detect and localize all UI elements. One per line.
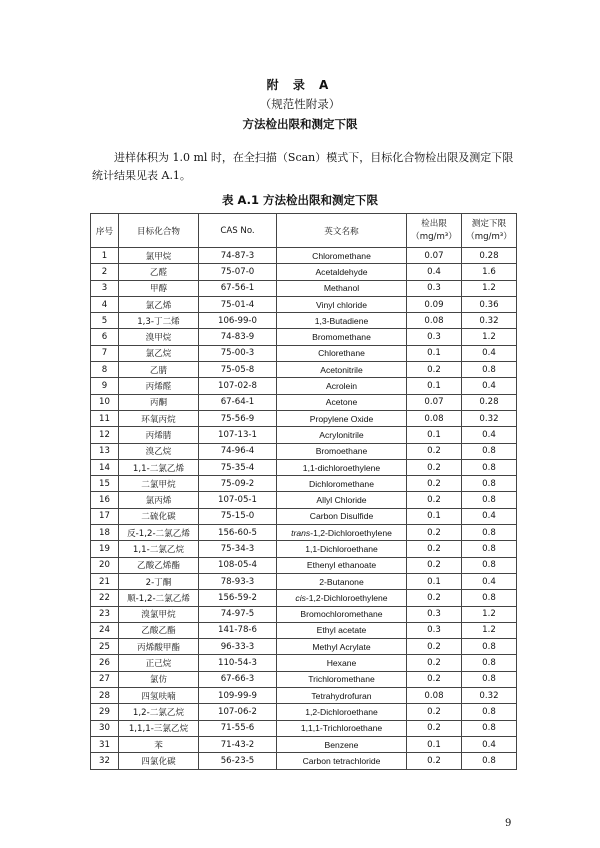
compound-name: 乙酸乙酯	[119, 622, 199, 638]
compound-name: 丙烯腈	[119, 427, 199, 443]
quantitation-limit: 0.8	[462, 525, 517, 541]
row-number: 12	[91, 427, 119, 443]
row-number: 16	[91, 492, 119, 508]
table-row	[91, 378, 517, 394]
detection-limit: 0.2	[407, 541, 462, 557]
quantitation-limit: 0.8	[462, 476, 517, 492]
table-row	[91, 655, 517, 671]
compound-name: 1,1-二氯乙烯	[119, 459, 199, 475]
cas-number: 107-13-1	[199, 427, 277, 443]
english-name: Benzene	[277, 736, 407, 752]
english-name: Acetone	[277, 394, 407, 410]
english-name: trans-1,2-Dichloroethylene	[277, 525, 407, 541]
english-name: Methanol	[277, 280, 407, 296]
row-number: 10	[91, 394, 119, 410]
cas-number: 106-99-0	[199, 313, 277, 329]
cas-number: 74-83-9	[199, 329, 277, 345]
detection-limit: 0.2	[407, 590, 462, 606]
quantitation-limit: 0.36	[462, 296, 517, 312]
row-number: 7	[91, 345, 119, 361]
row-number: 26	[91, 655, 119, 671]
quantitation-limit: 1.2	[462, 622, 517, 638]
quantitation-limit: 0.8	[462, 492, 517, 508]
quantitation-limit: 0.8	[462, 557, 517, 573]
compound-name: 溴氯甲烷	[119, 606, 199, 622]
row-number: 13	[91, 443, 119, 459]
row-number: 2	[91, 264, 119, 280]
compound-name: 氯仿	[119, 671, 199, 687]
quantitation-limit: 0.8	[462, 704, 517, 720]
detection-limit: 0.2	[407, 720, 462, 736]
table-row	[91, 720, 517, 736]
detection-limit: 0.1	[407, 427, 462, 443]
header-quantitation-limit	[462, 214, 517, 248]
row-number: 27	[91, 671, 119, 687]
detection-limit: 0.09	[407, 296, 462, 312]
quantitation-limit: 0.8	[462, 362, 517, 378]
quantitation-limit: 0.8	[462, 720, 517, 736]
compound-name: 溴甲烷	[119, 329, 199, 345]
table-row	[91, 476, 517, 492]
quantitation-limit: 0.8	[462, 459, 517, 475]
header-no: 序号	[91, 214, 119, 248]
row-number: 20	[91, 557, 119, 573]
cas-number: 108-05-4	[199, 557, 277, 573]
detection-limit: 0.1	[407, 573, 462, 589]
english-name: Ethenyl ethanoate	[277, 557, 407, 573]
table-row	[91, 410, 517, 426]
quantitation-limit: 0.8	[462, 590, 517, 606]
table-row	[91, 362, 517, 378]
english-name: Methyl Acrylate	[277, 639, 407, 655]
detection-limit: 0.08	[407, 313, 462, 329]
cas-number: 107-06-2	[199, 704, 277, 720]
row-number: 21	[91, 573, 119, 589]
cas-number: 75-56-9	[199, 410, 277, 426]
compound-name: 环氧丙烷	[119, 410, 199, 426]
table-row	[91, 264, 517, 280]
english-name: Dichloromethane	[277, 476, 407, 492]
quantitation-limit: 0.4	[462, 573, 517, 589]
compound-name: 1,1-二氯乙烷	[119, 541, 199, 557]
english-name: 1,3-Butadiene	[277, 313, 407, 329]
detection-limit: 0.3	[407, 606, 462, 622]
detection-limit: 0.1	[407, 508, 462, 524]
table-row	[91, 622, 517, 638]
table-row	[91, 459, 517, 475]
detection-limit: 0.4	[407, 264, 462, 280]
quantitation-limit: 1.2	[462, 329, 517, 345]
detection-limit: 0.2	[407, 655, 462, 671]
row-number: 28	[91, 688, 119, 704]
compound-name: 乙醛	[119, 264, 199, 280]
quantitation-limit: 1.6	[462, 264, 517, 280]
cas-number: 75-34-3	[199, 541, 277, 557]
compound-name: 氯甲烷	[119, 248, 199, 264]
page-number: 9	[505, 818, 512, 829]
compound-name: 顺-1,2-二氯乙烯	[119, 590, 199, 606]
cas-number: 107-05-1	[199, 492, 277, 508]
row-number: 19	[91, 541, 119, 557]
detection-limit: 0.2	[407, 443, 462, 459]
english-name: 1,1-Dichloroethane	[277, 541, 407, 557]
compound-name: 丙酮	[119, 394, 199, 410]
row-number: 29	[91, 704, 119, 720]
compound-name: 反-1,2-二氯乙烯	[119, 525, 199, 541]
table-row	[91, 329, 517, 345]
cas-number: 75-07-0	[199, 264, 277, 280]
english-name: Carbon tetrachloride	[277, 753, 407, 769]
cas-number: 74-96-4	[199, 443, 277, 459]
cas-number: 107-02-8	[199, 378, 277, 394]
english-name: Ethyl acetate	[277, 622, 407, 638]
row-number: 24	[91, 622, 119, 638]
quantitation-limit: 0.32	[462, 688, 517, 704]
detection-limit: 0.2	[407, 459, 462, 475]
table-body	[91, 248, 517, 770]
compound-name: 乙腈	[119, 362, 199, 378]
detection-limit: 0.2	[407, 525, 462, 541]
header-detection-limit-unit: （mg/m³）	[411, 231, 457, 242]
cas-number: 74-87-3	[199, 248, 277, 264]
intro-paragraph: 进样体积为 1.0 ml 时，在全扫描（Scan）模式下，目标化合物检出限及测定下限统计结果见表 A.1。	[92, 151, 514, 182]
detection-limit: 0.1	[407, 736, 462, 752]
english-name: 1,2-Dichloroethane	[277, 704, 407, 720]
compound-name: 氯乙烷	[119, 345, 199, 361]
quantitation-limit: 1.2	[462, 280, 517, 296]
quantitation-limit: 0.8	[462, 753, 517, 769]
english-name: Vinyl chloride	[277, 296, 407, 312]
cas-number: 141-78-6	[199, 622, 277, 638]
quantitation-limit: 0.28	[462, 248, 517, 264]
detection-limit: 0.07	[407, 248, 462, 264]
row-number: 9	[91, 378, 119, 394]
compound-name: 溴乙烷	[119, 443, 199, 459]
row-number: 31	[91, 736, 119, 752]
appendix-type: （规范性附录）	[259, 97, 341, 111]
compound-name: 丙烯醛	[119, 378, 199, 394]
english-name: Acrolein	[277, 378, 407, 394]
table-row	[91, 492, 517, 508]
english-name: Acetaldehyde	[277, 264, 407, 280]
table-row	[91, 557, 517, 573]
table-row	[91, 704, 517, 720]
compound-name: 丙烯酸甲酯	[119, 639, 199, 655]
compound-name: 乙酸乙烯酯	[119, 557, 199, 573]
header-cas: CAS No.	[199, 214, 277, 248]
table-row	[91, 296, 517, 312]
cas-number: 75-00-3	[199, 345, 277, 361]
table-caption: 表 A.1 方法检出限和测定下限	[222, 193, 378, 207]
detection-limit: 0.3	[407, 329, 462, 345]
cas-number: 78-93-3	[199, 573, 277, 589]
cas-number: 71-43-2	[199, 736, 277, 752]
table-row	[91, 590, 517, 606]
english-name: Bromoethane	[277, 443, 407, 459]
compound-name: 四氢呋喃	[119, 688, 199, 704]
table-row	[91, 345, 517, 361]
english-name: Acrylonitrile	[277, 427, 407, 443]
table-row	[91, 394, 517, 410]
row-number: 15	[91, 476, 119, 492]
english-name: Chlorethane	[277, 345, 407, 361]
row-number: 17	[91, 508, 119, 524]
detection-limit: 0.2	[407, 753, 462, 769]
quantitation-limit: 0.4	[462, 345, 517, 361]
table-row	[91, 248, 517, 264]
compound-name: 正己烷	[119, 655, 199, 671]
english-name: Chloromethane	[277, 248, 407, 264]
detection-limit: 0.2	[407, 557, 462, 573]
english-name: Carbon Disulfide	[277, 508, 407, 524]
detection-limit: 0.2	[407, 492, 462, 508]
english-name: Trichloromethane	[277, 671, 407, 687]
row-number: 32	[91, 753, 119, 769]
detection-limit: 0.2	[407, 704, 462, 720]
detection-limit: 0.2	[407, 671, 462, 687]
detection-limit: 0.2	[407, 362, 462, 378]
english-name: Bromochloromethane	[277, 606, 407, 622]
row-number: 5	[91, 313, 119, 329]
compound-name: 二氯甲烷	[119, 476, 199, 492]
detection-limit: 0.2	[407, 639, 462, 655]
detection-limit-table	[90, 213, 517, 770]
english-name: Allyl Chloride	[277, 492, 407, 508]
appendix-subtitle: 方法检出限和测定下限	[242, 117, 358, 131]
header-english-name: 英文名称	[277, 214, 407, 248]
quantitation-limit: 0.8	[462, 671, 517, 687]
cas-number: 156-59-2	[199, 590, 277, 606]
quantitation-limit: 0.8	[462, 541, 517, 557]
row-number: 22	[91, 590, 119, 606]
quantitation-limit: 0.32	[462, 410, 517, 426]
detection-limit: 0.08	[407, 410, 462, 426]
table-row	[91, 606, 517, 622]
cas-number: 67-56-1	[199, 280, 277, 296]
table-row	[91, 573, 517, 589]
table-row	[91, 753, 517, 769]
cas-number: 96-33-3	[199, 639, 277, 655]
compound-name: 四氯化碳	[119, 753, 199, 769]
quantitation-limit: 0.8	[462, 443, 517, 459]
table-row	[91, 427, 517, 443]
table-row	[91, 671, 517, 687]
cas-number: 75-05-8	[199, 362, 277, 378]
english-name: Acetonitrile	[277, 362, 407, 378]
table-row	[91, 525, 517, 541]
table-row	[91, 639, 517, 655]
header-compound: 目标化合物	[119, 214, 199, 248]
quantitation-limit: 0.28	[462, 394, 517, 410]
row-number: 4	[91, 296, 119, 312]
cas-number: 110-54-3	[199, 655, 277, 671]
cas-number: 75-15-0	[199, 508, 277, 524]
detection-limit: 0.1	[407, 378, 462, 394]
table-row	[91, 541, 517, 557]
english-name: Tetrahydrofuran	[277, 688, 407, 704]
detection-limit: 0.2	[407, 476, 462, 492]
english-name: 1,1,1-Trichloroethane	[277, 720, 407, 736]
english-name: cis-1,2-Dichloroethylene	[277, 590, 407, 606]
row-number: 23	[91, 606, 119, 622]
compound-name: 氯乙烯	[119, 296, 199, 312]
detection-limit: 0.3	[407, 280, 462, 296]
table-row	[91, 280, 517, 296]
table-row	[91, 736, 517, 752]
english-name: 1,1-dichloroethylene	[277, 459, 407, 475]
compound-name: 1,1,1-三氯乙烷	[119, 720, 199, 736]
row-number: 3	[91, 280, 119, 296]
row-number: 8	[91, 362, 119, 378]
compound-name: 氯丙烯	[119, 492, 199, 508]
cas-number: 74-97-5	[199, 606, 277, 622]
header-detection-limit	[407, 214, 462, 248]
cas-number: 71-55-6	[199, 720, 277, 736]
quantitation-limit: 0.8	[462, 639, 517, 655]
compound-name: 苯	[119, 736, 199, 752]
compound-name: 1,3-丁二烯	[119, 313, 199, 329]
quantitation-limit: 0.4	[462, 508, 517, 524]
quantitation-limit: 0.4	[462, 427, 517, 443]
english-name: Hexane	[277, 655, 407, 671]
compound-name: 二硫化碳	[119, 508, 199, 524]
cas-number: 56-23-5	[199, 753, 277, 769]
row-number: 25	[91, 639, 119, 655]
quantitation-limit: 0.8	[462, 655, 517, 671]
row-number: 11	[91, 410, 119, 426]
header-quantitation-limit-unit: （mg/m³）	[466, 231, 512, 242]
cas-number: 75-01-4	[199, 296, 277, 312]
row-number: 14	[91, 459, 119, 475]
table-header-row	[91, 214, 517, 248]
detection-limit: 0.3	[407, 622, 462, 638]
cas-number: 75-35-4	[199, 459, 277, 475]
detection-limit: 0.07	[407, 394, 462, 410]
quantitation-limit: 0.4	[462, 736, 517, 752]
row-number: 6	[91, 329, 119, 345]
english-name: Bromomethane	[277, 329, 407, 345]
row-number: 1	[91, 248, 119, 264]
table-row	[91, 508, 517, 524]
quantitation-limit: 0.32	[462, 313, 517, 329]
compound-name: 甲醇	[119, 280, 199, 296]
detection-limit: 0.1	[407, 345, 462, 361]
cas-number: 67-66-3	[199, 671, 277, 687]
table-row	[91, 313, 517, 329]
english-name: Propylene Oxide	[277, 410, 407, 426]
cas-number: 109-99-9	[199, 688, 277, 704]
quantitation-limit: 0.4	[462, 378, 517, 394]
compound-name: 1,2-二氯乙烷	[119, 704, 199, 720]
table-row	[91, 443, 517, 459]
compound-name: 2-丁酮	[119, 573, 199, 589]
detection-limit: 0.08	[407, 688, 462, 704]
cas-number: 156-60-5	[199, 525, 277, 541]
header-detection-limit-label: 检出限	[421, 218, 447, 229]
english-name: 2-Butanone	[277, 573, 407, 589]
cas-number: 67-64-1	[199, 394, 277, 410]
row-number: 30	[91, 720, 119, 736]
table-row	[91, 688, 517, 704]
appendix-title: 附 录 A	[266, 78, 334, 92]
header-quantitation-limit-label: 测定下限	[471, 218, 507, 229]
quantitation-limit: 1.2	[462, 606, 517, 622]
row-number: 18	[91, 525, 119, 541]
cas-number: 75-09-2	[199, 476, 277, 492]
